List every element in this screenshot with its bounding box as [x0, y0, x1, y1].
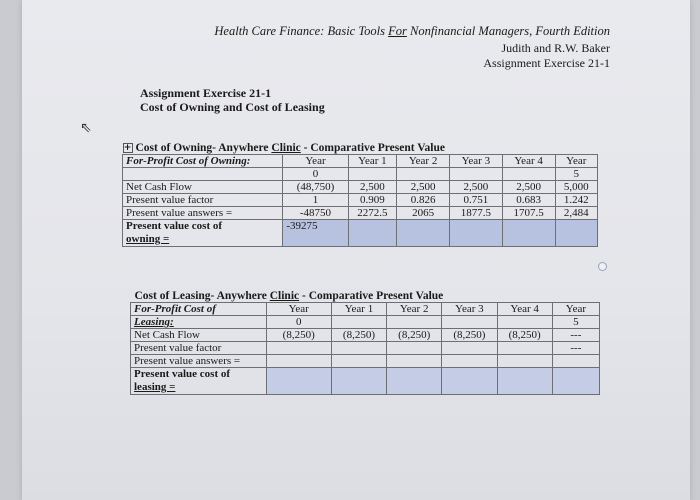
owning-pv-row	[123, 220, 598, 247]
document-page	[22, 0, 690, 500]
document-title	[190, 24, 610, 39]
mouse-cursor-icon: ⇖	[80, 120, 92, 136]
owning-pv-value[interactable]: -39275	[283, 220, 348, 247]
document-authors: Judith and R.W. Baker	[501, 41, 610, 55]
table-row: Present value factor 1 0.909 0.826 0.751 0.683 1.242	[123, 194, 598, 207]
title-part-1: Health Care Finance: Basic Tools	[214, 24, 389, 38]
section-heading	[140, 86, 325, 114]
table-row: Present value answers =	[131, 355, 600, 368]
leasing-table	[130, 290, 600, 395]
title-part-2: Nonfinancial Managers, Fourth Edition	[406, 24, 610, 38]
leasing-pv-label[interactable]: Present value cost of leasing =	[131, 368, 267, 395]
table-row: Net Cash Flow (8,250) (8,250) (8,250) (8,250) (8,250) ---	[131, 329, 600, 342]
owning-header-row: For-Profit Cost of Owning: Year Year 1 Year 2 Year 3 Year 4 Year	[123, 155, 598, 168]
leasing-subtitle: For-Profit Cost of	[131, 303, 267, 316]
owning-year-number-row: 0 5	[123, 168, 598, 181]
leasing-pv-row	[131, 368, 600, 395]
owning-subtitle: For-Profit Cost of Owning:	[123, 155, 283, 168]
resize-handle-icon[interactable]	[598, 262, 607, 271]
section-heading-line-1: Assignment Exercise 21-1	[140, 86, 272, 100]
section-heading-line-2: Cost of Owning and Cost of Leasing	[140, 100, 325, 114]
owning-table	[122, 142, 598, 247]
leasing-title: Cost of Leasing- Anywhere Clinic - Comparative Present Value	[134, 290, 444, 302]
document-assignment-label: Assignment Exercise 21-1	[483, 56, 610, 70]
table-row: Present value answers = -48750 2272.5 2065 1877.5 1707.5 2,484	[123, 207, 598, 220]
table-row: Net Cash Flow (48,750) 2,500 2,500 2,500 2,500 5,000	[123, 181, 598, 194]
expand-table-icon[interactable]: +	[123, 143, 132, 154]
leasing-year-number-row: Leasing: 0 5	[131, 316, 600, 329]
title-part-for: For	[388, 24, 407, 38]
owning-pv-label[interactable]: Present value cost of owning =	[123, 220, 283, 247]
leasing-header-row: For-Profit Cost of Year Year 1 Year 2 Year 3 Year 4 Year	[131, 303, 600, 316]
owning-title: + Cost of Owning- Anywhere Clinic - Comparative Present Value	[123, 142, 445, 154]
table-row: Present value factor ---	[131, 342, 600, 355]
